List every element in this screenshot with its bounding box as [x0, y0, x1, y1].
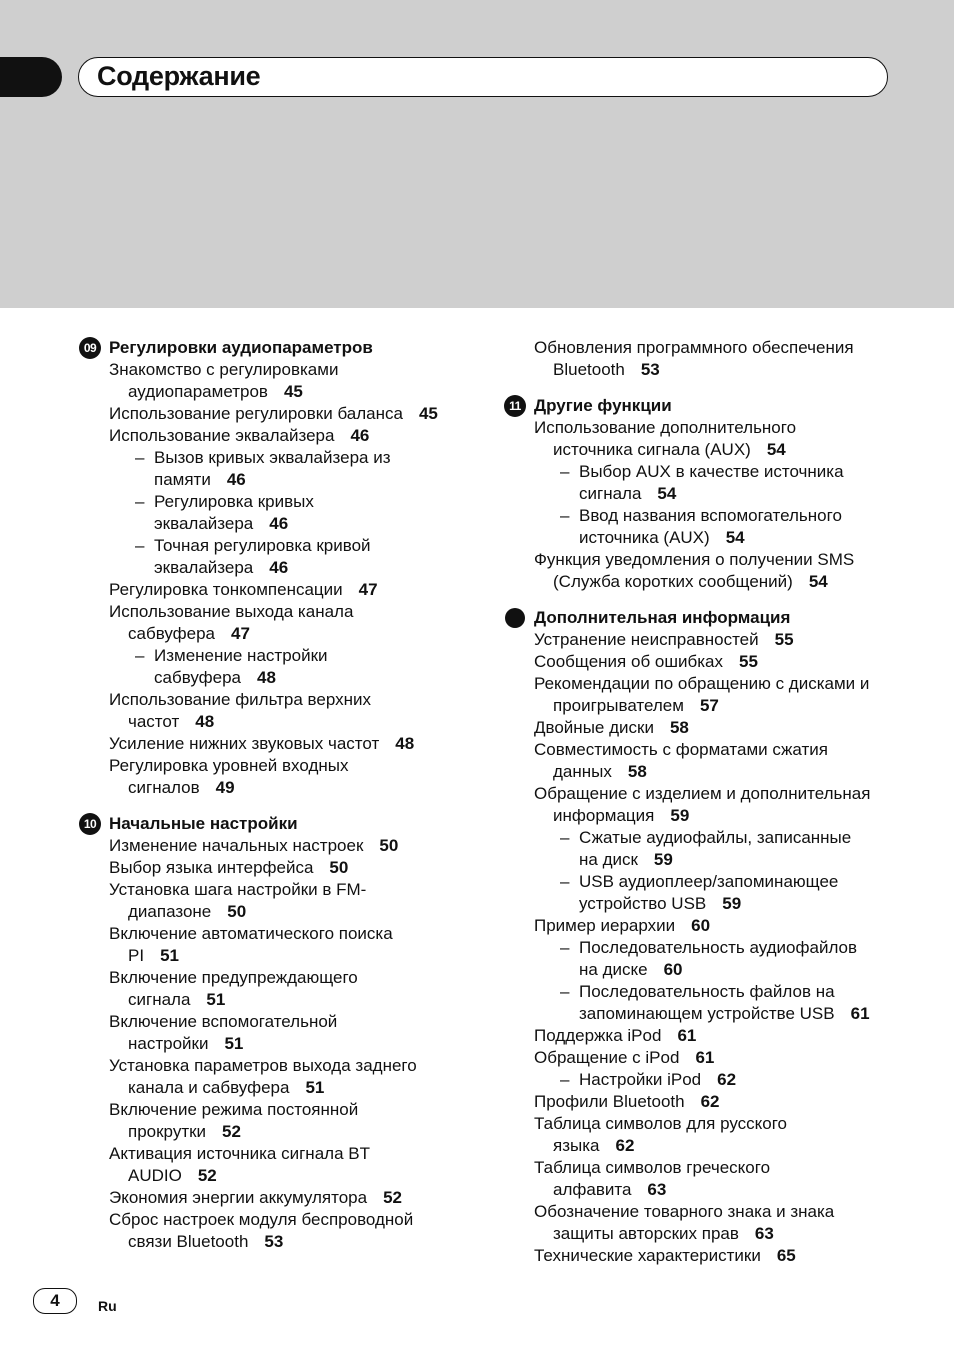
entry-page-number: 51 — [206, 990, 226, 1009]
entry-text-line — [560, 1069, 914, 1091]
title-tab-marker — [0, 57, 62, 97]
entry-text-line — [109, 579, 479, 601]
toc-entry[interactable] — [534, 739, 914, 783]
entry-text: Использование фильтра верхних — [109, 690, 371, 709]
entry-page-number: 54 — [725, 528, 745, 547]
entry-page-number: 58 — [627, 762, 647, 781]
toc-subentry[interactable] — [534, 505, 914, 549]
entry-text-line — [109, 967, 479, 989]
entry-page-number: 62 — [615, 1136, 635, 1155]
entry-text-line — [534, 1047, 914, 1069]
entry-text: Выбор AUX в качестве источника — [579, 462, 844, 481]
entry-text: Усиление нижних звуковых частот — [109, 734, 380, 753]
entry-text: Ввод названия вспомогательного — [579, 506, 842, 525]
entry-text-line — [109, 359, 479, 381]
toc-entry[interactable] — [534, 1091, 914, 1113]
entry-page-number: 60 — [691, 916, 711, 935]
toc-entry[interactable] — [534, 673, 914, 717]
entry-text: аудиопараметров — [128, 382, 268, 401]
entry-text-line — [135, 645, 479, 667]
entry-text-line — [109, 901, 479, 923]
entry-text-line — [135, 667, 479, 689]
entry-text: проигрывателем — [553, 696, 684, 715]
entry-text-line — [135, 491, 479, 513]
entry-text-line — [109, 733, 479, 755]
toc-entry[interactable] — [534, 549, 914, 593]
toc-entry[interactable] — [109, 1187, 479, 1209]
entry-text-line — [109, 425, 479, 447]
entry-page-number: 57 — [699, 696, 719, 715]
entry-page-number: 63 — [754, 1224, 774, 1243]
language-code: Ru — [98, 1298, 117, 1314]
entry-text-line — [109, 689, 479, 711]
entry-text-line — [109, 381, 479, 403]
entry-text: Включение режима постоянной — [109, 1100, 359, 1119]
entry-page-number: 55 — [739, 652, 758, 671]
entry-text: Установка шага настройки в FM- — [109, 880, 367, 899]
entry-text-line — [534, 1091, 914, 1113]
entry-page-number: 50 — [227, 902, 247, 921]
entry-text: источника сигнала (AUX) — [553, 440, 751, 459]
entry-text-line — [109, 1011, 479, 1033]
entry-page-number: 45 — [283, 382, 303, 401]
entry-text: Таблица символов греческого — [534, 1158, 771, 1177]
entry-text-line — [109, 1033, 479, 1055]
entry-text: Экономия энергии аккумулятора — [109, 1188, 368, 1207]
entry-page-number: 52 — [197, 1166, 217, 1185]
entry-text-line — [534, 651, 914, 673]
toc-section — [79, 337, 479, 799]
toc-column-left — [79, 337, 479, 1267]
entry-text: канала и сабвуфера — [128, 1078, 290, 1097]
entry-page-number: 63 — [647, 1180, 667, 1199]
entry-text-line — [534, 629, 914, 651]
entry-text-line — [109, 989, 479, 1011]
entry-text: Обращение с iPod — [534, 1048, 680, 1067]
entry-page-number: 48 — [195, 712, 215, 731]
entry-text: Профили Bluetooth — [534, 1092, 685, 1111]
entry-text: Знакомство с регулировками — [109, 360, 339, 379]
entry-text-line — [560, 483, 914, 505]
entry-text-line — [109, 1165, 479, 1187]
toc-entry[interactable] — [109, 1011, 479, 1055]
toc-subentry[interactable] — [534, 981, 914, 1025]
entry-text: настройки — [128, 1034, 209, 1053]
entry-page-number: 46 — [269, 514, 289, 533]
entry-text: Сжатые аудиофайлы, записанные — [579, 828, 852, 847]
entry-text-line — [109, 777, 479, 799]
toc-entry[interactable] — [109, 879, 479, 923]
toc-entry[interactable] — [109, 755, 479, 799]
entry-page-number: 50 — [379, 836, 399, 855]
entry-text-line — [135, 535, 479, 557]
entry-text: сигналов — [128, 778, 200, 797]
toc-entry[interactable] — [534, 1245, 914, 1267]
entry-text: защиты авторских прав — [553, 1224, 739, 1243]
entry-text-line — [135, 557, 479, 579]
toc-entry[interactable] — [534, 651, 914, 673]
toc-section — [504, 607, 914, 1267]
entry-text-line — [534, 1113, 914, 1135]
toc-section — [504, 337, 914, 381]
entry-text: Совместимость с форматами сжатия — [534, 740, 828, 759]
entry-text-line — [534, 783, 914, 805]
entry-text-line — [534, 439, 914, 461]
entry-text: сабвуфера — [154, 668, 242, 687]
chapter-badge: 10 — [79, 813, 101, 835]
entry-text-line — [560, 893, 914, 915]
section-title[interactable]: Другие функции — [534, 396, 672, 415]
entry-text-line — [534, 695, 914, 717]
entry-text-line — [135, 513, 479, 535]
entry-page-number: 53 — [640, 360, 660, 379]
toc-entry[interactable] — [109, 1055, 479, 1099]
entry-text-line — [109, 755, 479, 777]
entry-text: Вызов кривых эквалайзера из — [154, 448, 391, 467]
entry-text-line — [109, 1055, 479, 1077]
entry-text: сабвуфера — [128, 624, 216, 643]
toc-subentry[interactable] — [534, 871, 914, 915]
entry-text: памяти — [154, 470, 211, 489]
entry-text-line — [109, 879, 479, 901]
toc-entry[interactable] — [109, 1209, 479, 1253]
entry-page-number: 47 — [231, 624, 250, 643]
entry-text: USB аудиоплеер/запоминающее — [579, 872, 839, 891]
entry-text: Поддержка iPod — [534, 1026, 662, 1045]
section-title[interactable]: Дополнительная информация — [534, 608, 791, 627]
entry-text: на диск — [579, 850, 638, 869]
toc-subentry[interactable] — [534, 1069, 914, 1091]
entry-text: Устранение неисправностей — [534, 630, 759, 649]
entry-page-number: 65 — [776, 1246, 796, 1265]
toc-entry[interactable] — [534, 1047, 914, 1069]
entry-text: Регулировка уровней входных — [109, 756, 349, 775]
entry-page-number: 49 — [215, 778, 235, 797]
dash-marker: – — [135, 536, 145, 555]
chapter-badge: 09 — [79, 337, 101, 359]
entry-text: информация — [553, 806, 655, 825]
entry-text: Использование выхода канала — [109, 602, 354, 621]
entry-page-number: 58 — [669, 718, 689, 737]
toc-entry[interactable] — [534, 337, 914, 381]
toc-entry[interactable] — [534, 629, 914, 651]
toc-entry[interactable] — [534, 1201, 914, 1245]
entry-text-line — [534, 673, 914, 695]
entry-text: Обозначение товарного знака и знака — [534, 1202, 835, 1221]
entry-text-line — [109, 923, 479, 945]
entry-text: Пример иерархии — [534, 916, 676, 935]
entry-text-line — [109, 1187, 479, 1209]
entry-text-line — [109, 857, 479, 879]
chapter-bullet-icon — [505, 608, 525, 628]
entry-text-line — [534, 915, 914, 937]
entry-text: Точная регулировка кривой — [154, 536, 371, 555]
entry-text-line — [135, 469, 479, 491]
entry-text: (Служба коротких сообщений) — [553, 572, 793, 591]
chapter-badge: 11 — [504, 395, 526, 417]
entry-text-line — [534, 1179, 914, 1201]
entry-text-line — [534, 1245, 914, 1267]
toc-entry[interactable] — [109, 579, 479, 601]
toc-entry[interactable] — [109, 733, 479, 755]
entry-page-number: 54 — [808, 572, 828, 591]
entry-text: Таблица символов для русского — [534, 1114, 788, 1133]
entry-text: данных — [553, 762, 612, 781]
entry-text-line — [109, 1231, 479, 1253]
entry-text-line — [534, 1223, 914, 1245]
entry-page-number: 62 — [717, 1070, 737, 1089]
entry-text-line — [534, 805, 914, 827]
entry-page-number: 59 — [653, 850, 673, 869]
toc-section — [79, 813, 479, 1253]
section-title[interactable]: Регулировки аудиопараметров — [109, 338, 373, 357]
entry-text: Обращение с изделием и дополнительная — [534, 784, 871, 803]
entry-text: Сообщения об ошибках — [534, 652, 723, 671]
entry-page-number: 46 — [226, 470, 246, 489]
toc-subentry[interactable] — [534, 461, 914, 505]
entry-page-number: 48 — [395, 734, 415, 753]
toc-subentry[interactable] — [109, 645, 479, 689]
toc-entry[interactable] — [109, 359, 479, 403]
toc-column-right — [504, 337, 914, 1281]
dash-marker: – — [135, 448, 145, 467]
entry-text-line — [534, 359, 914, 381]
entry-text: Последовательность аудиофайлов — [579, 938, 858, 957]
entry-page-number: 52 — [383, 1188, 402, 1207]
toc-entry[interactable] — [109, 425, 479, 447]
entry-text: алфавита — [553, 1180, 632, 1199]
entry-text: Использование эквалайзера — [109, 426, 335, 445]
entry-page-number: 50 — [329, 858, 349, 877]
entry-text: Рекомендации по обращению с дисками и — [534, 674, 870, 693]
toc-entry[interactable] — [109, 857, 479, 879]
entry-text: Изменение настройки — [154, 646, 328, 665]
entry-text-line — [109, 711, 479, 733]
entry-text-line — [109, 945, 479, 967]
dash-marker: – — [560, 872, 570, 891]
page-number: 4 — [33, 1288, 77, 1314]
toc-entry[interactable] — [109, 601, 479, 645]
entry-text: Изменение начальных настроек — [109, 836, 364, 855]
entry-text-line — [135, 447, 479, 469]
dash-marker: – — [560, 828, 570, 847]
entry-page-number: 55 — [774, 630, 794, 649]
entry-page-number: 47 — [358, 580, 378, 599]
entry-text: языка — [553, 1136, 600, 1155]
entry-text: запоминающем устройстве USB — [579, 1004, 835, 1023]
entry-text-line — [534, 761, 914, 783]
dash-marker: – — [560, 982, 570, 1001]
entry-text: частот — [128, 712, 180, 731]
toc-section — [504, 395, 914, 593]
entry-text-line — [534, 1135, 914, 1157]
entry-text: диапазоне — [128, 902, 212, 921]
toc-subentry[interactable] — [109, 447, 479, 491]
toc-subentry[interactable] — [109, 491, 479, 535]
entry-text-line — [109, 1121, 479, 1143]
toc-entry[interactable] — [534, 783, 914, 827]
entry-text-line — [560, 959, 914, 981]
entry-text: Настройки iPod — [579, 1070, 702, 1089]
entry-text-line — [560, 527, 914, 549]
dash-marker: – — [560, 506, 570, 525]
entry-page-number: 54 — [766, 440, 786, 459]
entry-text: на диске — [579, 960, 648, 979]
entry-text: Выбор языка интерфейса — [109, 858, 314, 877]
entry-text-line — [534, 1157, 914, 1179]
toc-entry[interactable] — [534, 1113, 914, 1157]
toc-entry[interactable] — [109, 1143, 479, 1187]
dash-marker: – — [560, 1070, 570, 1089]
entry-text: Использование регулировки баланса — [109, 404, 403, 423]
entry-page-number: 59 — [722, 894, 742, 913]
dash-marker: – — [560, 938, 570, 957]
entry-text-line — [109, 1143, 479, 1165]
entry-text: Обновления программного обеспечения — [534, 338, 854, 357]
entry-text: Включение автоматического поиска — [109, 924, 393, 943]
toc-entry[interactable] — [534, 1157, 914, 1201]
entry-text-line — [560, 871, 914, 893]
toc-entry[interactable] — [109, 967, 479, 1011]
entry-text-line — [560, 849, 914, 871]
entry-text-line — [560, 827, 914, 849]
entry-text: Последовательность файлов на — [579, 982, 835, 1001]
entry-text: Регулировка кривых — [154, 492, 314, 511]
page-title: Содержание — [97, 61, 261, 91]
entry-text: Сброс настроек модуля беспроводной — [109, 1210, 414, 1229]
entry-text: прокрутки — [128, 1122, 207, 1141]
toc-entry[interactable] — [109, 689, 479, 733]
entry-text-line — [560, 937, 914, 959]
entry-page-number: 61 — [677, 1026, 697, 1045]
entry-text-line — [534, 1201, 914, 1223]
entry-page-number: 61 — [850, 1004, 870, 1023]
entry-page-number: 51 — [224, 1034, 244, 1053]
entry-page-number: 59 — [670, 806, 690, 825]
entry-text-line — [109, 1077, 479, 1099]
dash-marker: – — [135, 646, 145, 665]
entry-text: сигнала — [579, 484, 642, 503]
entry-page-number: 46 — [269, 558, 289, 577]
entry-text: связи Bluetooth — [128, 1232, 249, 1251]
toc-entry[interactable] — [109, 403, 479, 425]
entry-text: сигнала — [128, 990, 191, 1009]
entry-text-line — [560, 505, 914, 527]
entry-text-line — [109, 1209, 479, 1231]
entry-text-line — [109, 403, 479, 425]
entry-text: Использование дополнительного — [534, 418, 797, 437]
entry-text: Функция уведомления о получении SMS — [534, 550, 855, 569]
toc-subentry[interactable] — [534, 827, 914, 871]
entry-text: эквалайзера — [154, 514, 254, 533]
entry-text: Включение вспомогательной — [109, 1012, 338, 1031]
entry-text-line — [109, 1099, 479, 1121]
toc-entry[interactable] — [534, 417, 914, 461]
entry-text: Включение предупреждающего — [109, 968, 358, 987]
header-band — [0, 0, 954, 308]
entry-page-number: 51 — [305, 1078, 325, 1097]
entry-text-line — [534, 1025, 914, 1047]
entry-text: AUDIO — [128, 1166, 182, 1185]
entry-text-line — [534, 739, 914, 761]
entry-text: Технические характеристики — [534, 1246, 761, 1265]
toc-entry[interactable] — [109, 1099, 479, 1143]
toc-subentry[interactable] — [534, 937, 914, 981]
entry-text: Bluetooth — [553, 360, 625, 379]
entry-text-line — [109, 601, 479, 623]
entry-page-number: 60 — [663, 960, 683, 979]
entry-text: эквалайзера — [154, 558, 254, 577]
entry-text-line — [534, 717, 914, 739]
entry-text: PI — [128, 946, 145, 965]
entry-text-line — [534, 571, 914, 593]
entry-text-line — [534, 337, 914, 359]
entry-page-number: 48 — [257, 668, 276, 687]
entry-page-number: 62 — [700, 1092, 720, 1111]
entry-text: устройство USB — [579, 894, 707, 913]
entry-text-line — [560, 1003, 914, 1025]
toc-entry[interactable] — [109, 835, 479, 857]
toc-entry[interactable] — [109, 923, 479, 967]
toc-entry[interactable] — [534, 717, 914, 739]
entry-page-number: 52 — [222, 1122, 241, 1141]
entry-text-line — [109, 623, 479, 645]
entry-text: Активация источника сигнала BT — [109, 1144, 370, 1163]
toc-entry[interactable] — [534, 1025, 914, 1047]
entry-text-line — [109, 835, 479, 857]
entry-page-number: 61 — [695, 1048, 715, 1067]
entry-text: источника (AUX) — [579, 528, 710, 547]
title-box — [78, 57, 888, 97]
entry-page-number: 51 — [160, 946, 179, 965]
entry-text-line — [560, 461, 914, 483]
entry-text: Регулировка тонкомпенсации — [109, 580, 343, 599]
entry-text: Двойные диски — [534, 718, 654, 737]
entry-text-line — [534, 549, 914, 571]
entry-page-number: 45 — [418, 404, 438, 423]
entry-page-number: 46 — [350, 426, 370, 445]
entry-text-line — [534, 417, 914, 439]
entry-page-number: 54 — [657, 484, 677, 503]
dash-marker: – — [135, 492, 145, 511]
entry-page-number: 53 — [264, 1232, 284, 1251]
entry-text-line — [560, 981, 914, 1003]
dash-marker: – — [560, 462, 570, 481]
entry-text: Установка параметров выхода заднего — [109, 1056, 417, 1075]
section-title[interactable]: Начальные настройки — [109, 814, 298, 833]
toc-subentry[interactable] — [109, 535, 479, 579]
toc-entry[interactable] — [534, 915, 914, 937]
